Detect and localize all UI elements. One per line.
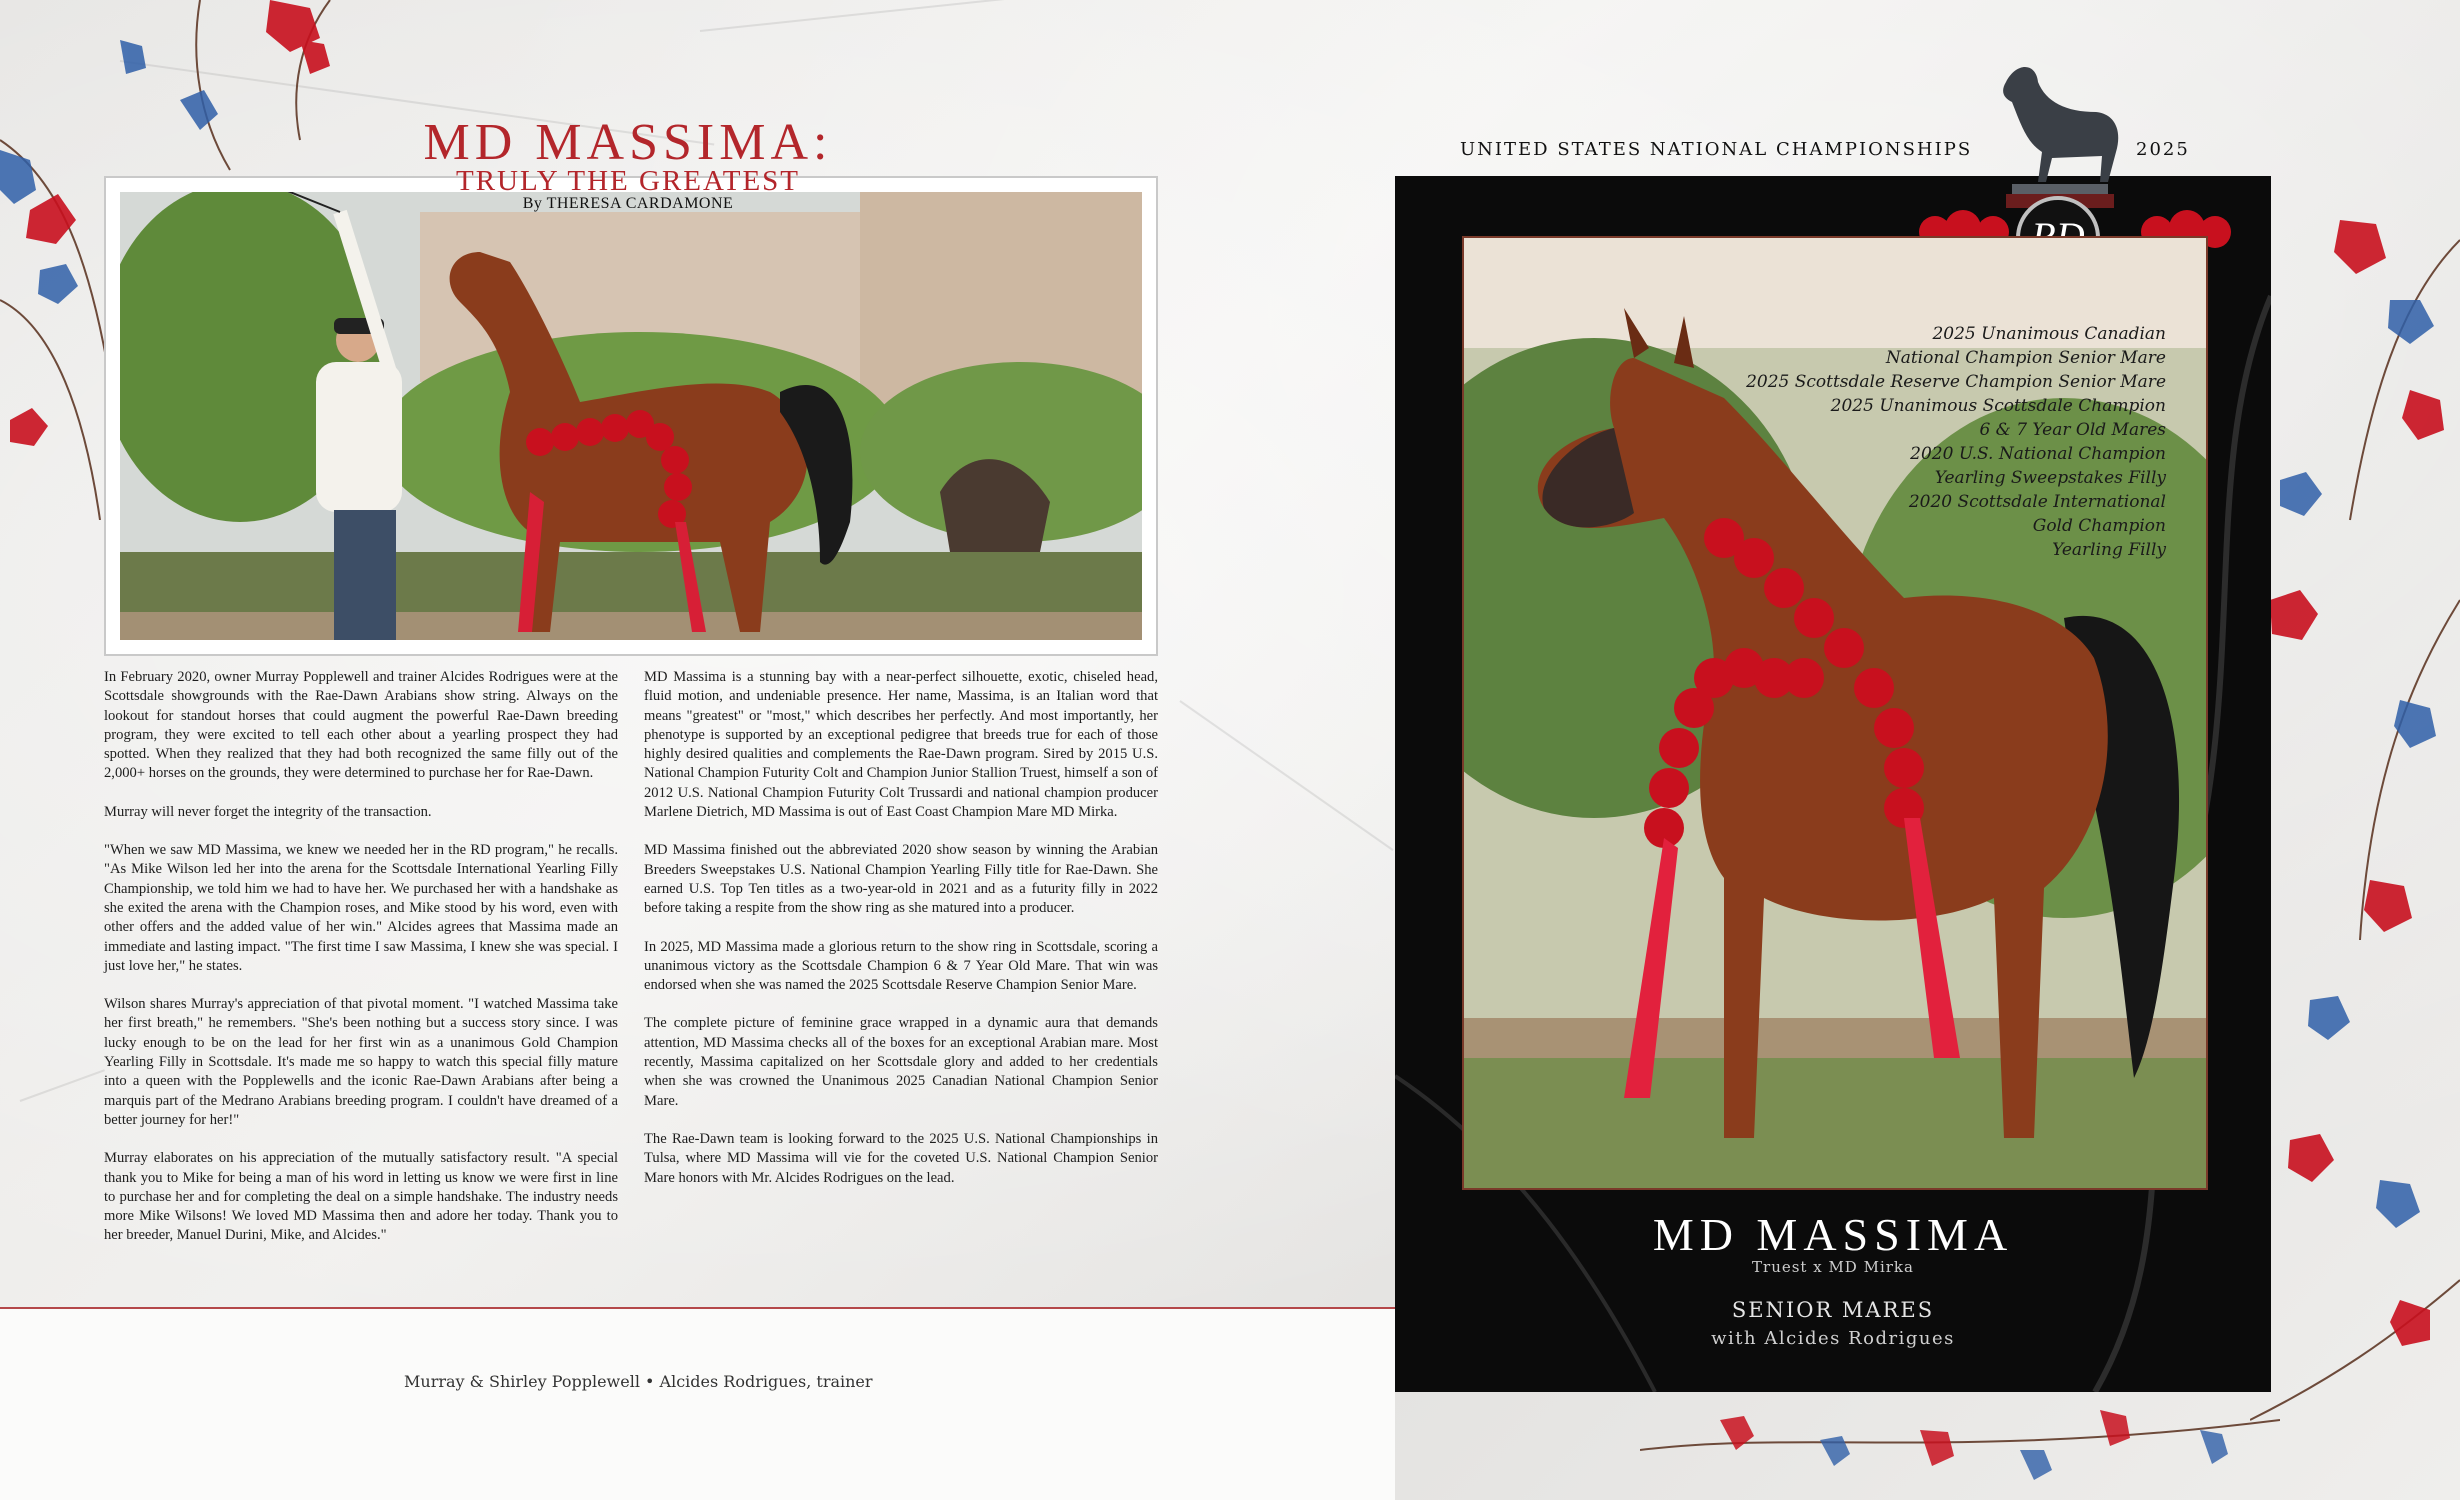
ad-photo [1462, 236, 2208, 1190]
paragraph: Murray elaborates on his appreciation of the mutually satisfactory result. "A special thank you to Mike for being a man of his word in letting us know we were first in line to purchase her and for completing the deal on a simple handshake. The industry needs more Mike Wilsons! We loved MD Massima then and adore her today. Thank you to her breeder, Manuel Durini, Mike, and Alcides." [104, 1150, 618, 1244]
paragraph: MD Massima finished out the abbreviated 2020 show season by winning the Arabian Breeders Sweepstakes U.S. National Champion Yearling Filly title for Rae-Dawn. She earned U.S. Top Ten titles as a two-year-old in 2021 and as a futurity filly in 2022 before taking a respite from the show ring as she matured into a producer. [644, 842, 1158, 917]
paragraph: In February 2020, owner Murray Popplewell and trainer Alcides Rodrigues were at the Scottsdale showgrounds with the Rae-Dawn Arabians show string. Always on the lookout for standout horses that could augment the powerful Rae-Dawn breeding program, they were excited to tell each other about a yearling prospect they had spotted. When they realized that they had both recognized the same filly out of the 2,000+ horses on the grounds, they were determined to purchase her for Rae-Dawn. [104, 669, 618, 782]
article-photo-frame [104, 176, 1158, 656]
floral-decoration-bottom [1640, 1390, 2280, 1500]
award-line: 2025 Unanimous Scottsdale Champion [1830, 396, 2166, 416]
paragraph: Wilson shares Murray's appreciation of that pivotal moment. "I watched Massima take her first breath," he remembers. "She's been nothing but a success story since. I was lucky enough to be on the lead for her first win as a unanimous Gold Champion Yearling Filly in Scottsdale. It's made me so happy to watch this special filly mature into a queen with the Popplewells and the iconic Rae-Dawn Arabians after being a marquis part of the Medrano Arabians breeding program. I couldn't have dreamed of a better journey for her!" [104, 996, 618, 1128]
article-column-2 [644, 668, 1158, 1207]
trophy-horse-icon [1976, 52, 2128, 210]
article-title: MD MASSIMA: [423, 114, 833, 171]
paragraph: In 2025, MD Massima made a glorious return to the show ring in Scottsdale, scoring a unanimous victory as the Scottsdale Champion 6 & 7 Year Old Mare. That win was endorsed when she was named the 2025 Scottsdale Reserve Champion Senior Mare. [644, 938, 1158, 994]
article-photo [120, 192, 1142, 640]
handler-line: with Alcides Rodrigues [1711, 1328, 1955, 1349]
article-subtitle: TRULY THE GREATEST [455, 165, 801, 197]
award-line: 6 & 7 Year Old Mares [1979, 420, 2166, 440]
award-line: 2020 U.S. National Champion [1910, 444, 2166, 464]
paragraph: The complete picture of feminine grace wrapped in a dynamic aura that demands attention, MD Massima checks all of the boxes for an exceptional Arabian mare. Most recently, Massima capitalized on her Scottsdale glory and added to her credentials when she was crowned the Unanimous 2025 Canadian National Champion Senior Mare. [644, 1015, 1158, 1109]
marble-vein [1179, 700, 1393, 851]
paragraph: The Rae-Dawn team is looking forward to the 2025 U.S. National Championships in Tulsa, where MD Massima will vie for the coveted U.S. National Champion Senior Mare honors with Mr. Alcides Rodrigues on the lead. [644, 1130, 1158, 1186]
paragraph: MD Massima is a stunning bay with a near-perfect silhouette, exotic, chiseled head, fluid motion, and undeniable presence. Her name, Massima, is an Italian word that means "greatest" or "most," which describes her perfectly. And most importantly, her phenotype is supported by an exceptional pedigree that breeds true for each of those highly desired qualities and complements the Rae-Dawn program. Sired by 2015 U.S. National Champion Futurity Colt and Champion Junior Stallion Truest, himself a son of 2012 U.S. National Champion Futurity Colt Trussardi and national champion producer Marlene Dietrich, MD Massima is out of East Coast Champion Mare MD Mirka. [644, 669, 1158, 821]
divider-rule [0, 1307, 1395, 1309]
awards-list [1746, 322, 2166, 562]
horse-name: MD MASSIMA [1652, 1209, 2014, 1260]
page-footer-area [0, 1309, 1395, 1500]
award-line: Yearling Sweepstakes Filly [1934, 468, 2166, 488]
event-header: UNITED STATES NATIONAL CHAMPIONSHIPS [1460, 139, 1973, 160]
award-line: 2025 Scottsdale Reserve Champion Senior Mare [1746, 372, 2166, 392]
article-byline: By THERESA CARDAMONE [522, 195, 734, 212]
event-year: 2025 [2136, 139, 2190, 160]
paragraph: "When we saw MD Massima, we knew we needed her in the RD program," he recalls. "As Mike Wilson led her into the arena for the Scottsdale International Yearling Filly Championship, we told him we had to have her. We purchased her with a handshake as she exited the arena with the Champion roses, and Mike stood by his word, even with other offers and the added value of her win." Alcides agrees that Massima made an immediate and lasting impact. "The first time I saw Massima, I knew she was special. I just love her," he states. [104, 842, 618, 974]
marble-vein [20, 1069, 105, 1102]
award-line: National Champion Senior Mare [1885, 348, 2166, 368]
photo-caption: Murray & Shirley Popplewell • Alcides Rodrigues, trainer [404, 1372, 873, 1391]
article-column-1 [104, 668, 618, 1265]
paragraph: Murray will never forget the integrity of the transaction. [104, 803, 432, 820]
show-division: SENIOR MARES [1731, 1298, 1935, 1322]
award-line: Gold Champion [2032, 516, 2166, 536]
award-line: Yearling Filly [2052, 540, 2166, 560]
marble-vein [700, 0, 1197, 32]
award-line: 2025 Unanimous Canadian [1932, 324, 2166, 344]
photo-illustration-horse-and-handler [120, 192, 1142, 640]
horse-pedigree: Truest x MD Mirka [1752, 1258, 1914, 1276]
floral-decoration-right [2250, 180, 2460, 1500]
award-line: 2020 Scottsdale International [1908, 492, 2166, 512]
